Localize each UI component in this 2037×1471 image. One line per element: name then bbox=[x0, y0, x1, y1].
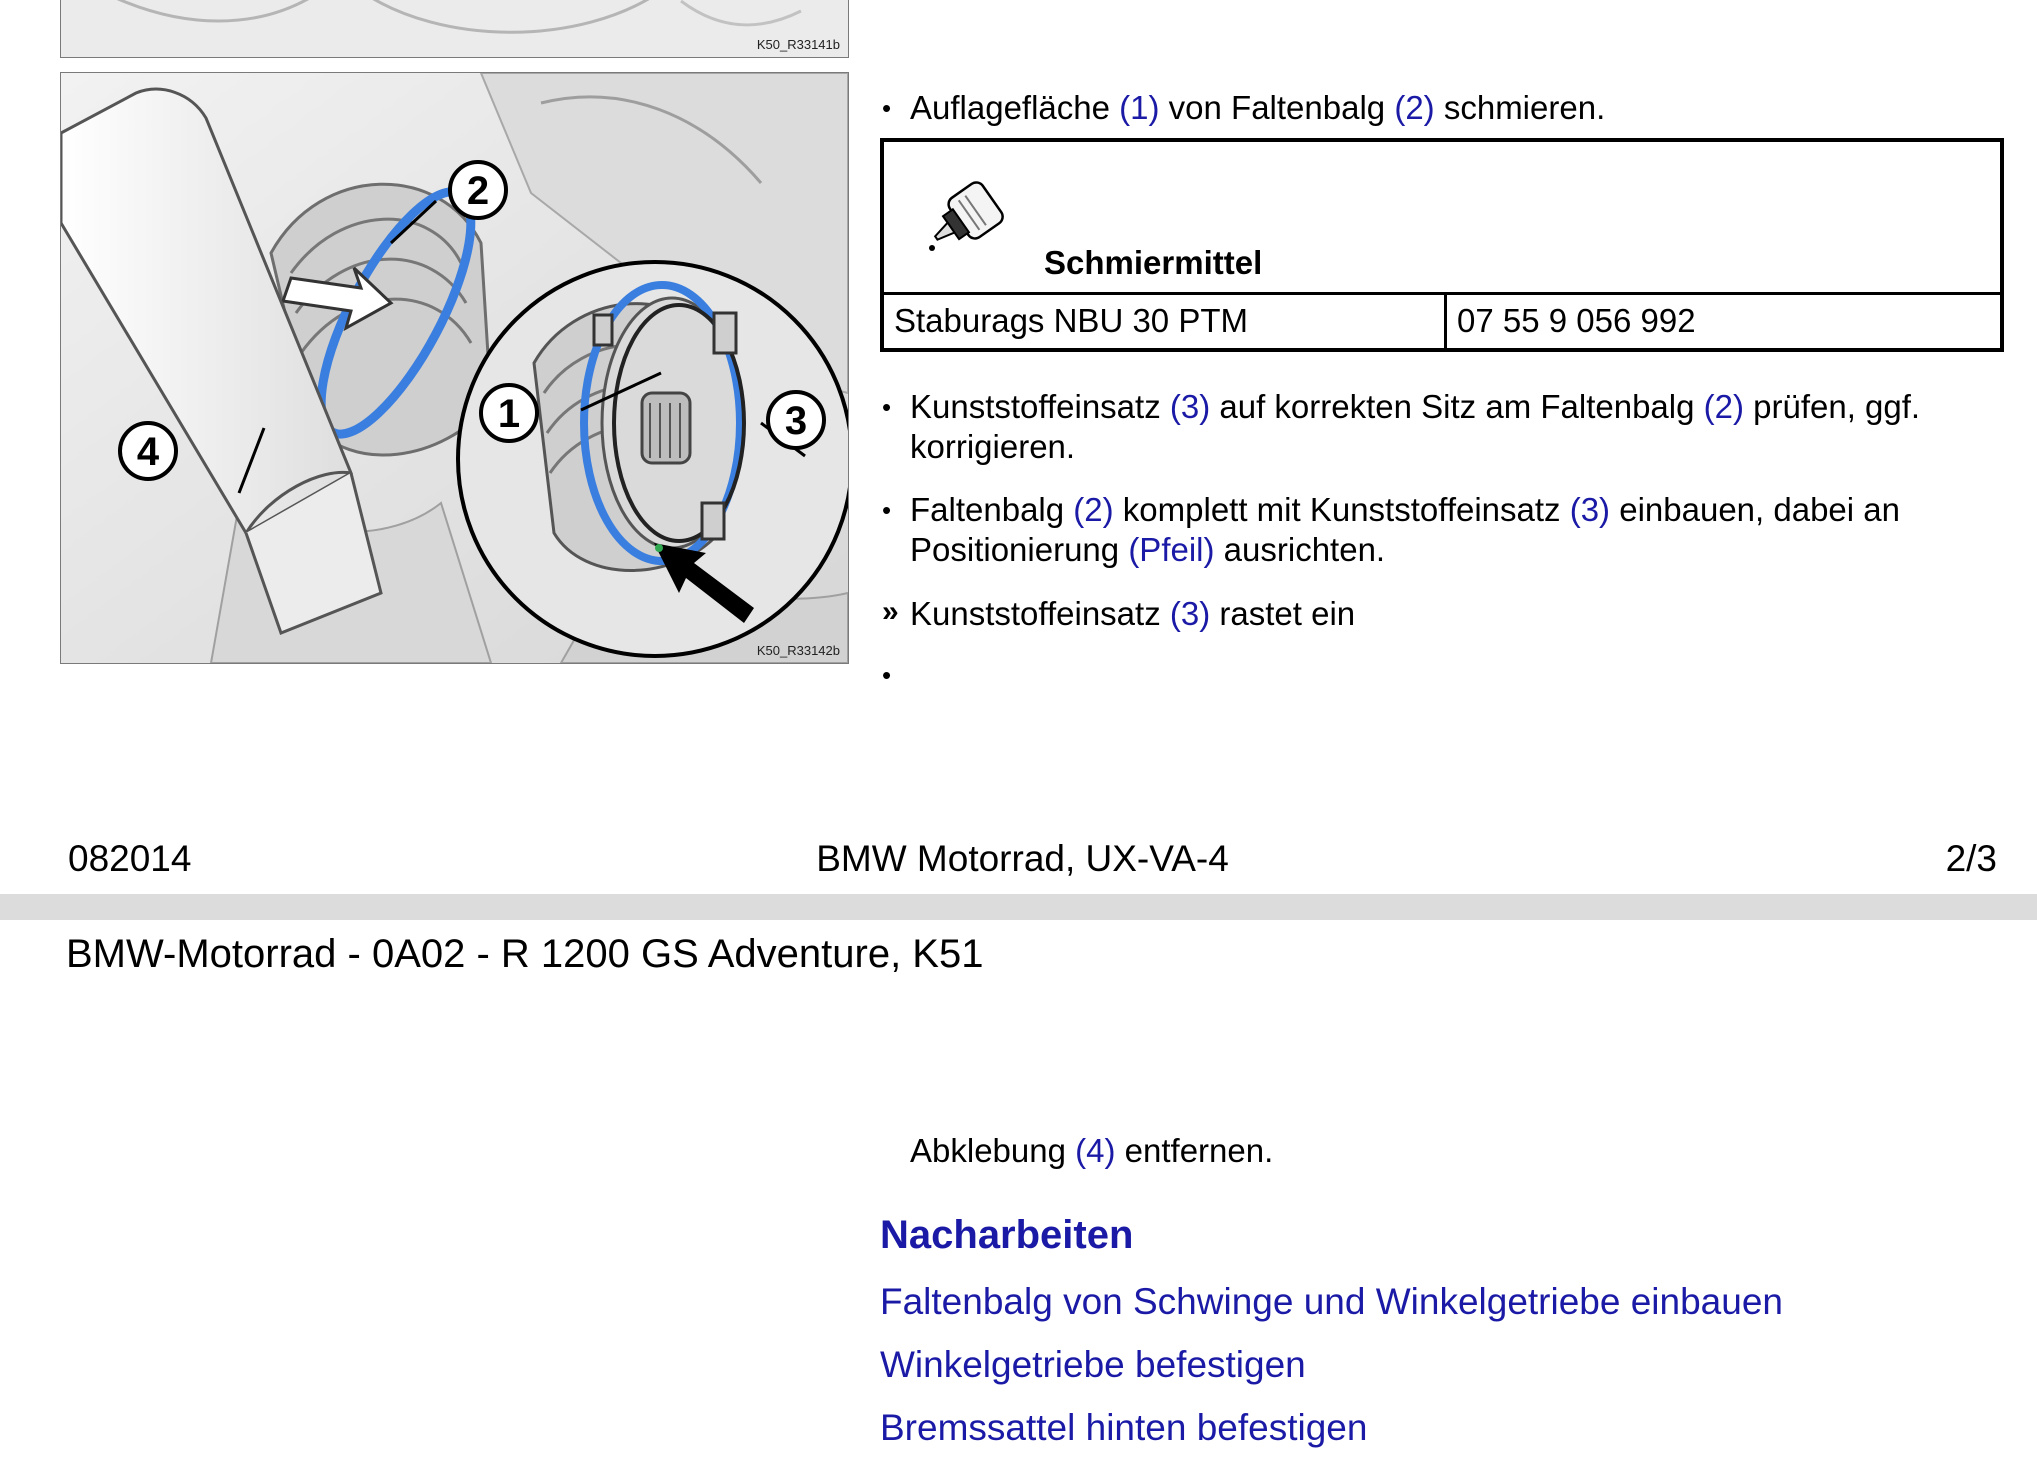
step-check-insert bbox=[880, 387, 2030, 467]
ref-3: (3) bbox=[1169, 388, 1211, 425]
step-text: komplett mit Kunststoffeinsatz bbox=[1113, 491, 1570, 528]
footer-page-number: 2/3 bbox=[1945, 838, 1997, 879]
page-separator bbox=[0, 894, 2037, 920]
bullet-icon: • bbox=[882, 660, 892, 690]
ref-2: (2) bbox=[1394, 89, 1435, 126]
step-text: entfernen. bbox=[1115, 1132, 1274, 1169]
ref-2: (2) bbox=[1073, 491, 1114, 528]
footer-title bbox=[0, 837, 2037, 881]
lubricant-part-number: 07 55 9 056 992 bbox=[1446, 294, 2003, 350]
step-text: Auflagefläche bbox=[910, 89, 1120, 126]
callout-2 bbox=[450, 162, 506, 218]
figure-previous bbox=[60, 0, 849, 58]
step-text: einbauen, dabei an bbox=[1610, 491, 1900, 528]
callout-4 bbox=[120, 423, 176, 479]
bullet-icon: • bbox=[882, 93, 892, 123]
step-text: rastet ein bbox=[1210, 595, 1356, 632]
bullet-icon: • bbox=[882, 495, 892, 525]
step-result bbox=[880, 594, 1355, 634]
step-text: korrigieren. bbox=[910, 428, 1076, 465]
link-fasten-bevel-gearbox[interactable]: Winkelgetriebe befestigen bbox=[880, 1344, 1306, 1385]
document-title: BMW-Motorrad - 0A02 - R 1200 GS Adventure, K51 bbox=[66, 932, 984, 976]
figure-bellows bbox=[60, 72, 849, 664]
step-text: ausrichten. bbox=[1214, 531, 1386, 568]
step-lubricate bbox=[880, 88, 1605, 128]
step-install-bellows bbox=[880, 490, 2030, 570]
step-text: Abklebung bbox=[910, 1132, 1076, 1169]
figure-code: K50_R33142b bbox=[756, 643, 840, 658]
lubricant-bottle-icon bbox=[920, 174, 1016, 260]
step-text: von Faltenbalg bbox=[1159, 89, 1395, 126]
ref-3: (3) bbox=[1169, 595, 1211, 632]
figure-code: K50_R33141b bbox=[756, 37, 840, 52]
step-text: schmieren. bbox=[1434, 89, 1606, 126]
ref-2: (2) bbox=[1703, 388, 1744, 425]
footer-title-text: BMW Motorrad, UX-VA-4 bbox=[816, 838, 1229, 879]
ref-3: (3) bbox=[1569, 491, 1611, 528]
callout-1 bbox=[481, 385, 537, 441]
footer-date: 082014 bbox=[68, 838, 192, 879]
lubricant-table bbox=[880, 138, 2004, 352]
step-text: prüfen, ggf. bbox=[1743, 388, 1921, 425]
step-text: Kunststoffeinsatz bbox=[910, 388, 1170, 425]
link-fasten-rear-brake-caliper[interactable]: Bremssattel hinten befestigen bbox=[880, 1407, 1368, 1448]
svg-text:3: 3 bbox=[784, 399, 808, 443]
callout-3 bbox=[768, 392, 824, 448]
step-text: auf korrekten Sitz am Faltenbalg bbox=[1210, 388, 1704, 425]
svg-text:1: 1 bbox=[497, 392, 521, 436]
bullet-icon: • bbox=[882, 392, 892, 422]
svg-text:2: 2 bbox=[466, 169, 490, 213]
ref-4: (4) bbox=[1075, 1132, 1116, 1169]
link-install-bellows[interactable]: Faltenbalg von Schwinge und Winkelgetriebe einbauen bbox=[880, 1281, 1783, 1322]
figure-previous-illustration bbox=[61, 0, 848, 57]
step-text: Kunststoffeinsatz bbox=[910, 595, 1170, 632]
step-remove-tape bbox=[880, 1131, 1273, 1171]
result-marker-icon: » bbox=[882, 595, 899, 628]
page-3 bbox=[0, 920, 2037, 1471]
step-text: Faltenbalg bbox=[910, 491, 1074, 528]
lubricant-header bbox=[882, 140, 2002, 294]
lubricant-title: Schmiermittel bbox=[1044, 244, 1263, 281]
ref-arrow: (Pfeil) bbox=[1128, 531, 1215, 568]
section-heading-followup: Nacharbeiten bbox=[880, 1213, 1134, 1257]
lubricant-name: Staburags NBU 30 PTM bbox=[882, 294, 1446, 350]
ref-1: (1) bbox=[1119, 89, 1160, 126]
bellows-illustration bbox=[61, 73, 848, 663]
step-text: Positionierung bbox=[910, 531, 1129, 568]
svg-text:4: 4 bbox=[136, 430, 160, 474]
